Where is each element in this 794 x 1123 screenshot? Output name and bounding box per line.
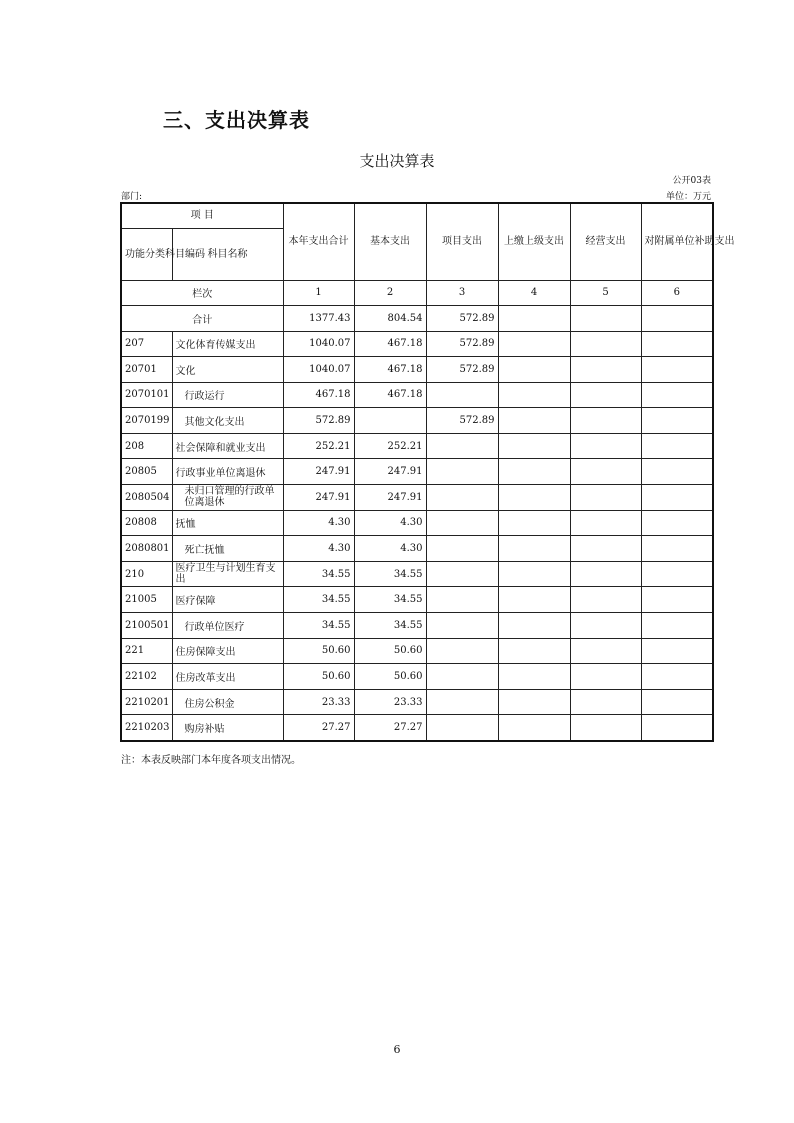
row-c2: 34.55	[354, 613, 426, 639]
row-c1: 1040.07	[283, 331, 354, 357]
total-c3: 572.89	[426, 305, 498, 331]
row-name: 医疗保障	[172, 587, 283, 613]
header-row-item	[121, 203, 713, 228]
row-c6	[641, 357, 713, 383]
row-name: 社会保障和就业支出	[172, 433, 283, 459]
table-row	[121, 382, 713, 408]
total-c2: 804.54	[354, 305, 426, 331]
row-c5	[570, 638, 641, 664]
row-c1: 27.27	[283, 715, 354, 741]
row-c6	[641, 536, 713, 562]
form-number: 公开03表	[672, 176, 711, 186]
row-c3	[426, 587, 498, 613]
header-code: 功能分类科目编码	[121, 228, 172, 280]
row-c1: 4.30	[283, 510, 354, 536]
row-c5	[570, 510, 641, 536]
row-c2: 23.33	[354, 689, 426, 715]
table-row	[121, 485, 713, 511]
row-c2: 4.30	[354, 510, 426, 536]
header-name: 科目名称	[172, 228, 283, 280]
row-c6	[641, 613, 713, 639]
row-c5	[570, 459, 641, 485]
row-code: 22102	[121, 664, 172, 690]
row-c2: 247.91	[354, 459, 426, 485]
lanci-5: 5	[570, 280, 641, 305]
unit-label: 单位：万元	[665, 192, 711, 202]
table-row	[121, 715, 713, 741]
row-c3	[426, 689, 498, 715]
table-title: 支出决算表	[359, 152, 435, 170]
row-c6	[641, 587, 713, 613]
row-c3: 572.89	[426, 331, 498, 357]
row-c1: 572.89	[283, 408, 354, 434]
department-label: 部门:	[121, 192, 143, 202]
row-c3	[426, 715, 498, 741]
row-code: 210	[121, 561, 172, 587]
table-row	[121, 433, 713, 459]
row-c6	[641, 561, 713, 587]
row-code: 20808	[121, 510, 172, 536]
row-code: 2210201	[121, 689, 172, 715]
row-c4	[498, 382, 570, 408]
row-code: 207	[121, 331, 172, 357]
total-c1: 1377.43	[283, 305, 354, 331]
row-c6	[641, 459, 713, 485]
row-c1: 50.60	[283, 664, 354, 690]
total-c6	[641, 305, 713, 331]
row-code: 21005	[121, 587, 172, 613]
total-label: 合计	[121, 305, 283, 331]
row-c5	[570, 715, 641, 741]
page-heading: 三、支出决算表	[163, 108, 310, 132]
row-c6	[641, 715, 713, 741]
row-c3	[426, 561, 498, 587]
row-c3	[426, 510, 498, 536]
lanci-3: 3	[426, 280, 498, 305]
row-c2: 27.27	[354, 715, 426, 741]
row-c6	[641, 510, 713, 536]
table-row	[121, 510, 713, 536]
header-col2: 基本支出	[354, 203, 426, 280]
row-c3	[426, 613, 498, 639]
row-code: 2100501	[121, 613, 172, 639]
row-c5	[570, 485, 641, 511]
row-code: 2070101	[121, 382, 172, 408]
table-row	[121, 357, 713, 383]
row-c1: 467.18	[283, 382, 354, 408]
row-c4	[498, 689, 570, 715]
header-col1: 本年支出合计	[283, 203, 354, 280]
table-row	[121, 664, 713, 690]
row-c5	[570, 536, 641, 562]
row-c6	[641, 331, 713, 357]
header-item: 项 目	[121, 203, 283, 228]
row-c4	[498, 613, 570, 639]
row-name: 住房保障支出	[172, 638, 283, 664]
row-name: 购房补贴	[172, 715, 283, 741]
total-row	[121, 305, 713, 331]
row-c2: 4.30	[354, 536, 426, 562]
row-c4	[498, 433, 570, 459]
row-c4	[498, 536, 570, 562]
row-c2: 467.18	[354, 382, 426, 408]
header-col5: 经营支出	[570, 203, 641, 280]
row-c5	[570, 408, 641, 434]
row-name: 抚恤	[172, 510, 283, 536]
row-c6	[641, 382, 713, 408]
row-c2	[354, 408, 426, 434]
table-row	[121, 638, 713, 664]
row-c3	[426, 664, 498, 690]
row-code: 208	[121, 433, 172, 459]
row-c5	[570, 382, 641, 408]
row-c5	[570, 664, 641, 690]
table-row	[121, 331, 713, 357]
row-c6	[641, 638, 713, 664]
row-c2: 467.18	[354, 331, 426, 357]
table-row	[121, 561, 713, 587]
row-c6	[641, 689, 713, 715]
row-c5	[570, 613, 641, 639]
row-c1: 252.21	[283, 433, 354, 459]
header-col4: 上缴上级支出	[498, 203, 570, 280]
lanci-label: 栏次	[121, 280, 283, 305]
row-c4	[498, 510, 570, 536]
row-c1: 247.91	[283, 485, 354, 511]
table-row	[121, 408, 713, 434]
row-c6	[641, 485, 713, 511]
row-c2: 252.21	[354, 433, 426, 459]
row-c5	[570, 357, 641, 383]
header-col6: 对附属单位补助支出	[641, 203, 713, 280]
row-name: 行政事业单位离退休	[172, 459, 283, 485]
row-c4	[498, 561, 570, 587]
row-name: 医疗卫生与计划生育支出	[172, 561, 283, 587]
row-name: 未归口管理的行政单位离退休	[172, 485, 283, 511]
lanci-2: 2	[354, 280, 426, 305]
row-c2: 467.18	[354, 357, 426, 383]
header-col3: 项目支出	[426, 203, 498, 280]
row-code: 20701	[121, 357, 172, 383]
table-note: 注：本表反映部门本年度各项支出情况。	[121, 755, 301, 766]
table-row	[121, 536, 713, 562]
row-c1: 1040.07	[283, 357, 354, 383]
row-c3	[426, 638, 498, 664]
row-c5	[570, 561, 641, 587]
row-c4	[498, 638, 570, 664]
row-c2: 50.60	[354, 664, 426, 690]
row-c6	[641, 408, 713, 434]
total-c4	[498, 305, 570, 331]
row-code: 221	[121, 638, 172, 664]
row-c3	[426, 382, 498, 408]
lanci-row	[121, 280, 713, 305]
lanci-6: 6	[641, 280, 713, 305]
row-c1: 34.55	[283, 561, 354, 587]
total-c5	[570, 305, 641, 331]
row-c1: 34.55	[283, 587, 354, 613]
row-c1: 23.33	[283, 689, 354, 715]
row-c1: 34.55	[283, 613, 354, 639]
row-c4	[498, 357, 570, 383]
page-number: 6	[393, 1043, 401, 1056]
row-c1: 50.60	[283, 638, 354, 664]
row-code: 2210203	[121, 715, 172, 741]
row-name: 住房改革支出	[172, 664, 283, 690]
row-c5	[570, 331, 641, 357]
row-c5	[570, 689, 641, 715]
row-c3	[426, 485, 498, 511]
row-c4	[498, 485, 570, 511]
row-c2: 247.91	[354, 485, 426, 511]
table-row	[121, 613, 713, 639]
row-code: 2080801	[121, 536, 172, 562]
row-code: 20805	[121, 459, 172, 485]
row-name: 其他文化支出	[172, 408, 283, 434]
row-c6	[641, 664, 713, 690]
row-code: 2080504	[121, 485, 172, 511]
lanci-1: 1	[283, 280, 354, 305]
row-c2: 50.60	[354, 638, 426, 664]
row-c3	[426, 459, 498, 485]
row-name: 死亡抚恤	[172, 536, 283, 562]
row-c4	[498, 459, 570, 485]
row-c4	[498, 331, 570, 357]
lanci-4: 4	[498, 280, 570, 305]
row-c5	[570, 587, 641, 613]
row-c4	[498, 715, 570, 741]
table-row	[121, 587, 713, 613]
expenditure-table	[120, 202, 735, 742]
row-c4	[498, 587, 570, 613]
row-c3: 572.89	[426, 357, 498, 383]
row-name: 文化	[172, 357, 283, 383]
row-c2: 34.55	[354, 561, 426, 587]
row-c5	[570, 433, 641, 459]
row-name: 文化体育传媒支出	[172, 331, 283, 357]
table-row	[121, 459, 713, 485]
row-name: 行政运行	[172, 382, 283, 408]
row-c3: 572.89	[426, 408, 498, 434]
table-row	[121, 689, 713, 715]
row-code: 2070199	[121, 408, 172, 434]
row-c4	[498, 408, 570, 434]
row-c4	[498, 664, 570, 690]
row-c1: 4.30	[283, 536, 354, 562]
row-name: 行政单位医疗	[172, 613, 283, 639]
row-c3	[426, 536, 498, 562]
row-c3	[426, 433, 498, 459]
row-c6	[641, 433, 713, 459]
row-name: 住房公积金	[172, 689, 283, 715]
row-c1: 247.91	[283, 459, 354, 485]
row-c2: 34.55	[354, 587, 426, 613]
